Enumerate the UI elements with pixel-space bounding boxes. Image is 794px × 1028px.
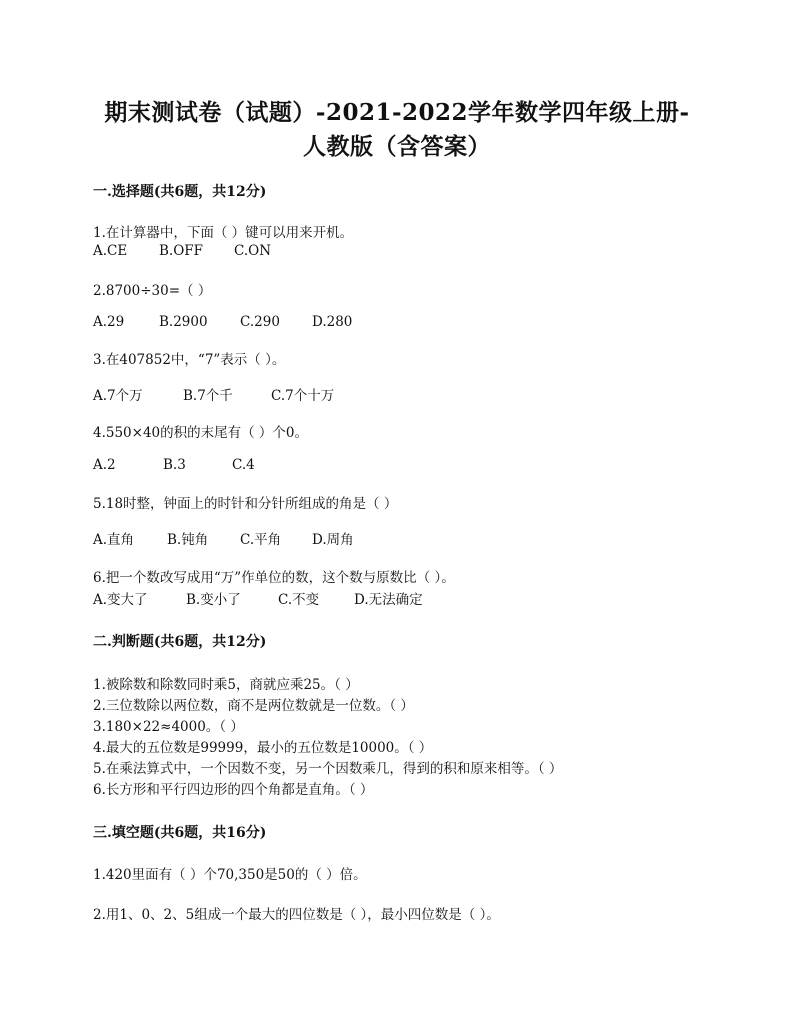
question-text: 2.8700÷30=（ ） — [93, 283, 212, 299]
question-options — [93, 457, 255, 473]
question-text: 5.18时整，钟面上的时针和分针所组成的角是（ ） — [93, 496, 398, 512]
option-a: A.2 — [93, 457, 116, 473]
option-c: C.7个十万 — [271, 388, 335, 404]
question-options — [93, 243, 271, 259]
option-b: B.3 — [163, 457, 186, 473]
judge-item: 2.三位数除以两位数，商不是两位数就是一位数。（ ） — [93, 698, 414, 714]
option-a: A.CE — [93, 243, 128, 259]
option-d: D.周角 — [312, 532, 354, 548]
option-b: B.钝角 — [167, 532, 209, 548]
option-a: A.29 — [93, 314, 125, 330]
section-heading-choice: 一.选择题(共6题，共12分) — [93, 184, 267, 200]
option-c: C.ON — [234, 243, 272, 259]
question-text: 6.把一个数改写成用“万”作单位的数，这个数与原数比（ ）。 — [93, 570, 455, 586]
option-b: B.变小了 — [186, 592, 241, 608]
question-text: 1.在计算器中，下面（ ）键可以用来开机。 — [93, 225, 354, 241]
option-a: A.变大了 — [93, 592, 148, 608]
question-options — [93, 588, 423, 608]
fill-item: 1.420里面有（ ）个70,350是50的（ ）倍。 — [93, 867, 367, 883]
section-heading-judge: 二.判断题(共6题，共12分) — [93, 634, 267, 650]
option-b: B.2900 — [159, 314, 208, 330]
question-text: 4.550×40的积的末尾有（ ）个0。 — [93, 425, 309, 441]
judge-item: 3.180×22≈4000。（ ） — [93, 719, 244, 735]
option-d: D.无法确定 — [354, 592, 423, 608]
option-c: C.290 — [240, 314, 280, 330]
question-options — [93, 528, 354, 548]
option-b: B.7个千 — [183, 388, 233, 404]
fill-item: 2.用1、0、2、5组成一个最大的四位数是（ ），最小四位数是（ ）。 — [93, 907, 500, 923]
question-options — [93, 384, 334, 404]
option-b: B.OFF — [159, 243, 204, 259]
judge-item: 6.长方形和平行四边形的四个角都是直角。（ ） — [93, 782, 374, 798]
option-a: A.7个万 — [93, 388, 143, 404]
option-c: C.4 — [232, 457, 255, 473]
judge-item: 4.最大的五位数是99999，最小的五位数是10000。（ ） — [93, 740, 433, 756]
question-options — [93, 314, 352, 330]
exam-title-line2: 人教版（含答案） — [303, 133, 491, 160]
option-c: C.平角 — [240, 532, 282, 548]
option-a: A.直角 — [93, 532, 135, 548]
judge-item: 1.被除数和除数同时乘5，商就应乘25。（ ） — [93, 677, 359, 693]
section-heading-fill: 三.填空题(共6题，共16分) — [93, 825, 267, 841]
exam-title-line1: 期末测试卷（试题）-2021-2022学年数学四年级上册- — [104, 99, 690, 126]
option-d: D.280 — [312, 314, 353, 330]
judge-item: 5.在乘法算式中，一个因数不变，另一个因数乘几，得到的积和原来相等。（ ） — [93, 761, 563, 777]
option-c: C.不变 — [278, 592, 320, 608]
question-text: 3.在407852中，“7”表示（ ）。 — [93, 352, 286, 368]
